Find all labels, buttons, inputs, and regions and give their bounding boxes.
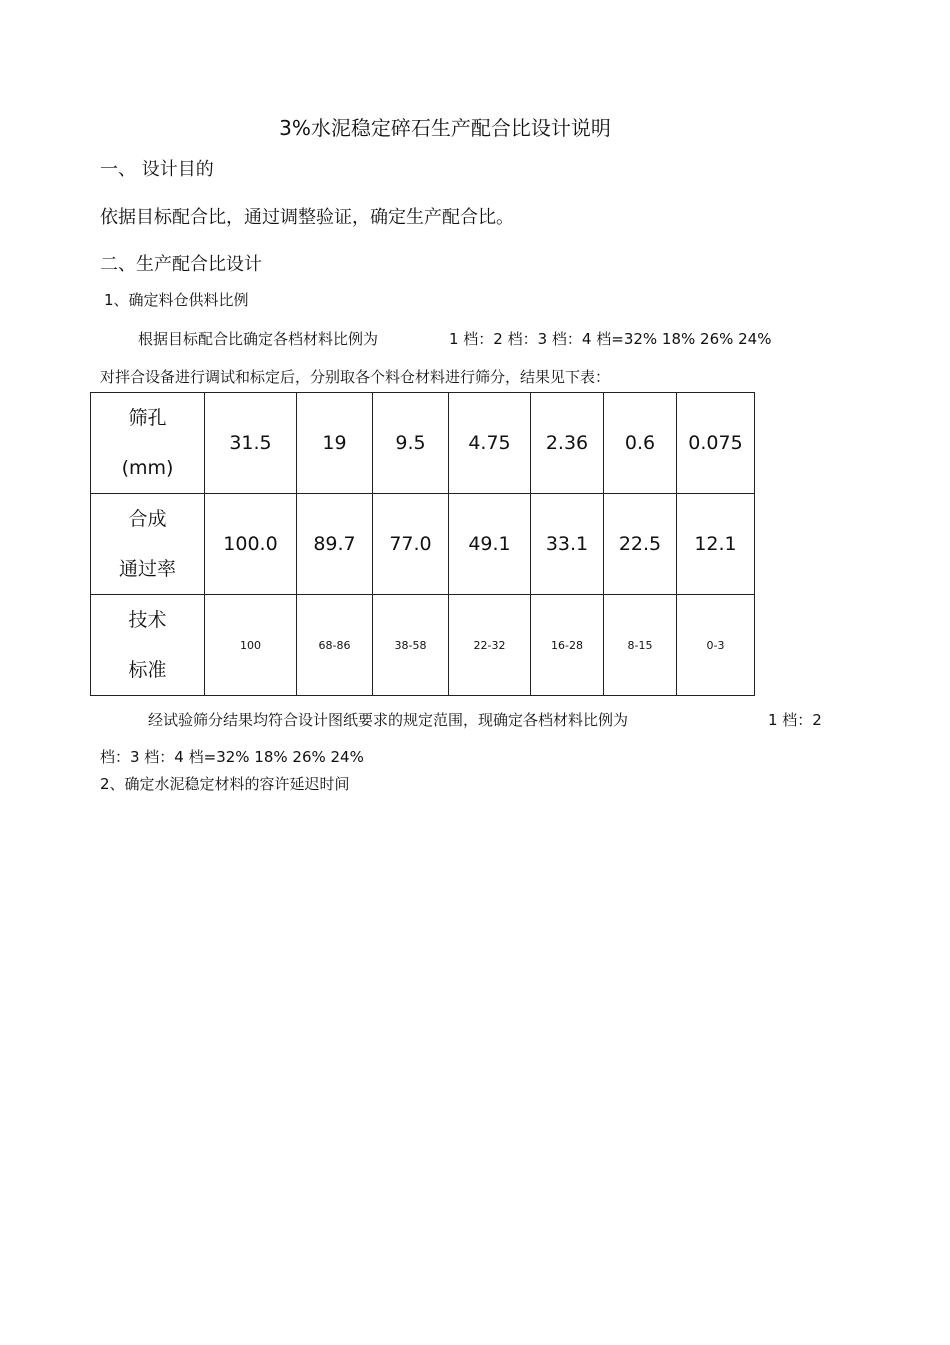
table-cell: 100 xyxy=(205,595,297,696)
final-ratio-paragraph-line2: 档：3 档：4 档=32% 18% 26% 24% xyxy=(100,748,364,766)
row-label-line1: 筛孔 xyxy=(128,407,167,429)
table-cell: 0-3 xyxy=(677,595,755,696)
table-row-passing-rate xyxy=(91,494,755,595)
table-cell: 19 xyxy=(297,393,373,494)
section-heading-production-mix: 二、生产配合比设计 xyxy=(100,254,262,275)
design-purpose-text: 依据目标配合比，通过调整验证，确定生产配合比。 xyxy=(100,207,514,228)
final-ratio-values-start: 1 档：2 xyxy=(768,711,822,729)
row-label-line2: 通过率 xyxy=(118,558,176,580)
table-cell: 9.5 xyxy=(373,393,449,494)
row-label-passing-rate xyxy=(91,494,205,595)
table-cell: 22-32 xyxy=(449,595,531,696)
table-cell: 89.7 xyxy=(297,494,373,595)
table-cell: 4.75 xyxy=(449,393,531,494)
row-label-spec-range xyxy=(91,595,205,696)
table-cell: 12.1 xyxy=(677,494,755,595)
row-label-sieve-size xyxy=(91,393,205,494)
table-cell: 2.36 xyxy=(531,393,604,494)
subsection-heading-delay-time: 2、确定水泥稳定材料的容许延迟时间 xyxy=(100,775,350,793)
table-cell: 0.6 xyxy=(604,393,677,494)
row-label-line2: 标准 xyxy=(128,659,167,681)
row-label-line1: 合成 xyxy=(128,508,167,530)
table-row-spec-range xyxy=(91,595,755,696)
table-cell: 31.5 xyxy=(205,393,297,494)
table-cell: 68-86 xyxy=(297,595,373,696)
table-cell: 0.075 xyxy=(677,393,755,494)
table-cell: 100.0 xyxy=(205,494,297,595)
section-heading-design-purpose: 一、 设计目的 xyxy=(100,159,214,180)
final-ratio-paragraph-start: 经试验筛分结果均符合设计图纸要求的规定范围，现确定各档材料比例为 xyxy=(148,711,629,729)
table-cell: 38-58 xyxy=(373,595,449,696)
table-cell: 8-15 xyxy=(604,595,677,696)
subsection-heading-bin-ratio: 1、确定料仓供料比例 xyxy=(104,291,249,309)
table-row-sieve-size xyxy=(91,393,755,494)
sieve-analysis-table xyxy=(90,392,755,696)
document-title: 3%水泥稳定碎石生产配合比设计说明 xyxy=(279,116,611,140)
table-cell: 49.1 xyxy=(449,494,531,595)
table-cell: 77.0 xyxy=(373,494,449,595)
table-cell: 16-28 xyxy=(531,595,604,696)
row-label-line1: 技术 xyxy=(128,609,167,631)
table-cell: 22.5 xyxy=(604,494,677,595)
table-cell: 33.1 xyxy=(531,494,604,595)
bin-ratio-paragraph-line2: 对拌合设备进行调试和标定后，分别取各个料仓材料进行筛分，结果见下表： xyxy=(100,368,611,386)
bin-ratio-values: 1 档：2 档：3 档：4 档=32% 18% 26% 24% xyxy=(449,330,772,348)
bin-ratio-paragraph-start: 根据目标配合比确定各档材料比例为 xyxy=(138,330,379,348)
row-label-line2: (mm) xyxy=(121,457,174,479)
